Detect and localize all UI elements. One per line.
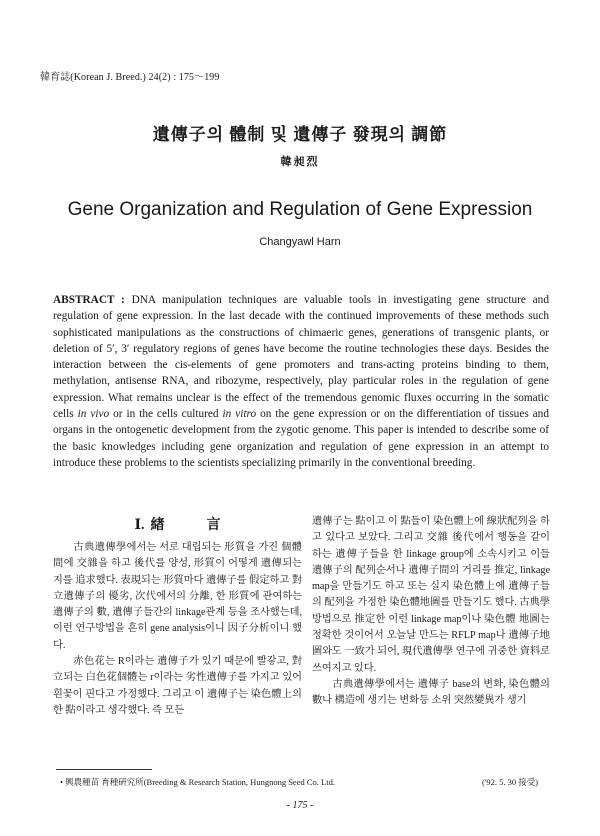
left-column: [53, 540, 302, 719]
footnote-rule: [56, 769, 152, 770]
right-column: [312, 514, 550, 710]
korean-title: 遺傳子의 體制 및 遺傳子 發現의 調節: [152, 125, 448, 144]
section-title-a: 緖: [150, 518, 165, 533]
section-title-b: 言: [206, 518, 221, 533]
right-paragraph: 古典遺傳學에서는 遺傳子 base의 변화, 染色體의 數나 構造에 생기는 변화등 소위 突然變異가 생기: [312, 678, 550, 707]
abstract-in-vivo: in vivo: [77, 408, 110, 421]
received-date: ('92. 5. 30 接受): [482, 777, 539, 787]
abstract-text-2: or in the cells cultured: [109, 408, 223, 421]
journal-citation: 韓育誌(Korean J. Breed.) 24(2) : 175～199: [40, 72, 220, 83]
page-number: - 175 -: [286, 800, 314, 811]
abstract-in-vitro: in vitro: [222, 408, 257, 421]
footnote-affiliation: • 興農種苗 育種硏究所(Breeding & Research Station, Hungnong Seed Co. Ltd.: [60, 777, 335, 787]
left-paragraph: 赤色花는 R이라는 遺傳子가 있기 때문에 빨갛고, 對立되는 白色花個體는 r이라는 劣性遺傳子를 가지고 있어 흰꽃이 핀다고 가정했다. 그리고 이 遺傳子는 染色體上의 한 點이라고 생각했다. 즉 모든: [53, 656, 302, 716]
english-author: Changyawl Harn: [259, 236, 341, 248]
korean-author: 韓昶烈: [280, 156, 320, 168]
left-paragraph: 古典遺傳學에서는 서로 대립되는 形質을 가진 個體間에 交雜을 하고 後代를 양성, 形質이 어떻게 遺傳되는지를 追求했다. 表現되는 形質마다 遺傳子를 假定하고 對立遺傳子의 優劣, 次代에서의 分離, 한 形質에 관여하는 遺傳子의 數, 遺傳子들간의 linkage관계 등을 조사했는데, 이런 연구방법을 흔히 gene analysis이니 因子分析이니 했다.: [53, 542, 302, 651]
abstract-label: ABSTRACT: [53, 294, 115, 306]
right-paragraph: 遺傳子는 點이고 이 點들이 染色體上에 線狀配列을 하고 있다고 보았다. 그리고 交雜 後代에서 행동을 같이 하는 遺傳子들을 한 linkage group에 소속시키고 이들 遺傳子의 配列순서나 遺傳子間의 거리를 推定, linkage map을 만들기도 하고 또는 실지 染色體上에 遺傳子들의 配列을 가정한 染色體地圖를 만들기도 했다. 古典學 방법으로 推定한 이런 linkage map이나 染色體 地圖는 정확한 것이어서 오늘날 만드는 RFLP map나 遺傳子地圖와도 一致가 되어, 現代遺傳學 연구에 귀중한 資料로 쓰여지고 있다.: [312, 516, 550, 674]
section-heading: [53, 514, 302, 534]
abstract: [53, 292, 549, 471]
section-number: Ⅰ.: [134, 518, 145, 533]
abstract-separator: :: [114, 294, 132, 306]
abstract-text-3: on the gene expression or on the differentiation of tissues and organs in the ontogenetic development from the zygotic genome. This paper is intended to describe some of the basic knowledges including gene organization and regulation of gene expression in an attempt to introduce these problems to the scientists specializing primarily in the conventional breeding.: [53, 408, 549, 469]
abstract-text-1: DNA manipulation techniques are valuable tools in investigating gene structure and regulation of gene expression. In the last decade with the continued improvements of these methods such sophisticated manipulations as the constructions of chimaeric genes, generations of transgenic plants, or deletion of 5′, 3′ regulatory regions of genes have become the routine technologies these days. Besides the interaction between the cis-elements of gene promoters and trans-acting proteins binding to them, methylation, antisense RNA, and ribozyme, respectively, play particular roles in the regulation of gene expression. What remains unclear is the effect of the tremendous genomic fluxes occurring in the somatic cells: [53, 294, 549, 421]
english-title: Gene Organization and Regulation of Gene Expression: [67, 199, 533, 220]
